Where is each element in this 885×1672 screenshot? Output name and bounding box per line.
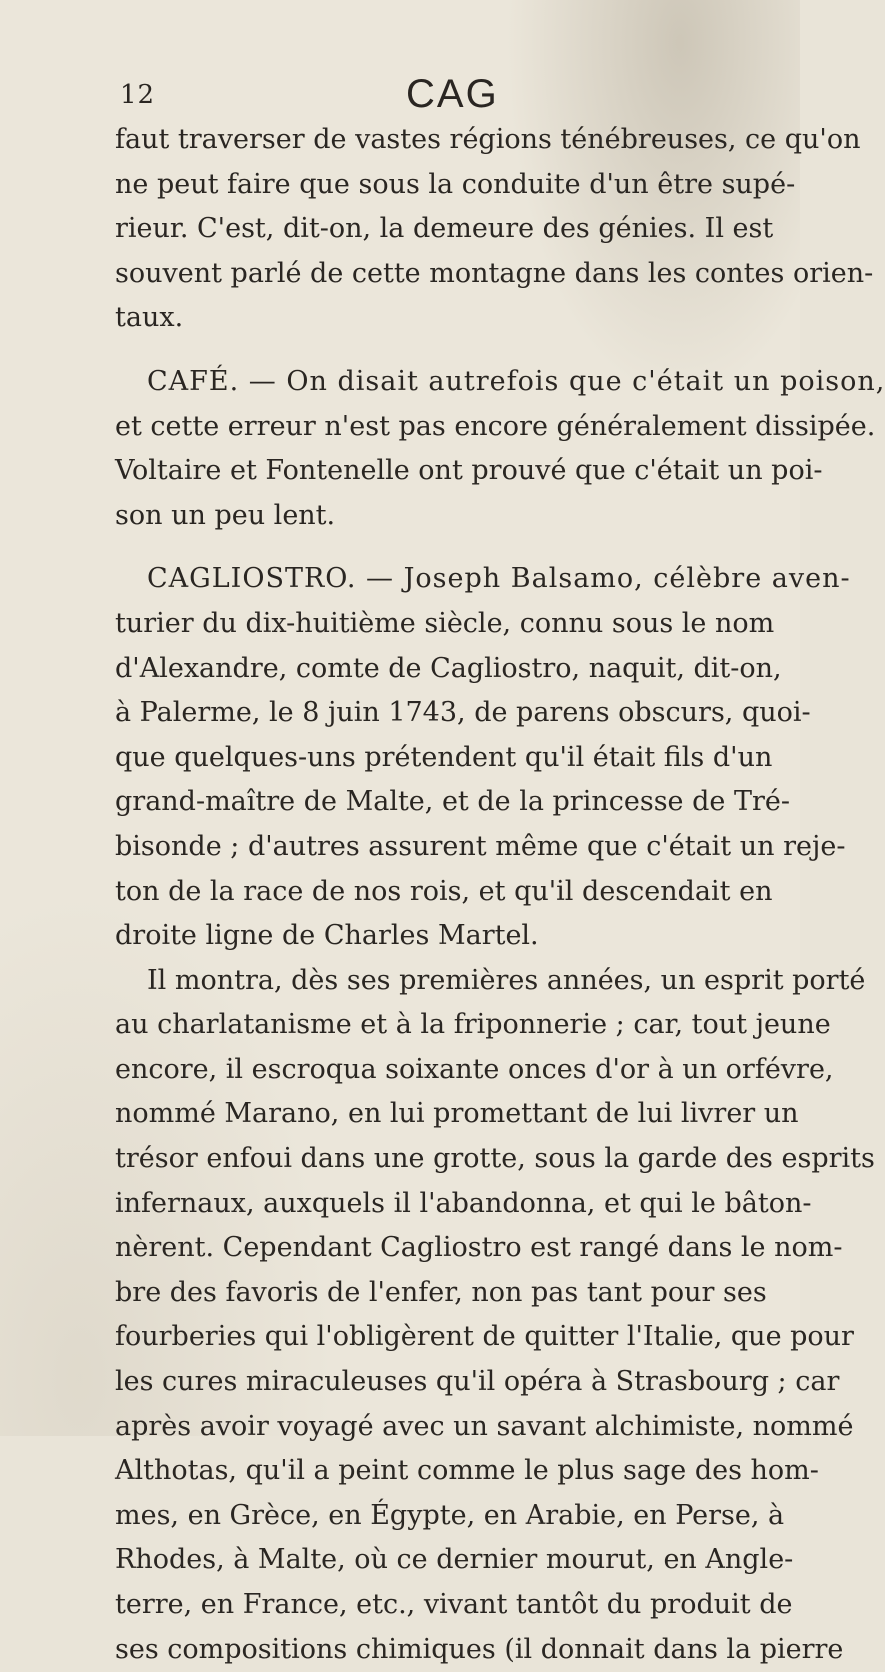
text-line: souvent parlé de cette montagne dans les contes orien- [115, 257, 874, 289]
text-line: terre, en France, etc., vivant tantôt du produit de [115, 1589, 793, 1620]
text-line: bre des favoris de l'enfer, non pas tant pour ses [115, 1276, 767, 1308]
body-text [115, 118, 885, 1672]
text-line: au charlatanisme et à la friponnerie ; car, tout jeune [115, 1009, 831, 1041]
text-line: que quelques-uns prétendent qu'il était fils d'un [115, 741, 773, 773]
text-line: grand-maître de Malte, et de la princesse de Tré- [115, 786, 790, 818]
text-line: nèrent. Cependant Cagliostro est rangé dans le nom- [115, 1232, 843, 1264]
text-line: nommé Marano, en lui promettant de lui livrer un [115, 1098, 799, 1130]
page-number: 12 [120, 80, 156, 110]
entry-gap [115, 538, 775, 557]
text-line: ton de la race de nos rois, et qu'il descendait en [115, 875, 773, 907]
text-line: bisonde ; d'autres assurent même que c'était un reje- [115, 830, 846, 862]
entry-gap [115, 341, 775, 360]
text-line: à Palerme, le 8 juin 1743, de parens obscurs, quoi- [115, 697, 811, 729]
entry-heading-cafe: CAFÉ. — On disait autrefois que c'était un poison, [147, 365, 885, 397]
text-line: taux. [115, 302, 184, 334]
text-line: les cures miraculeuses qu'il opéra à Strasbourg ; car [115, 1366, 840, 1398]
text-line: encore, il escroqua soixante onces d'or à un orfévre, [115, 1053, 834, 1085]
entry-heading-cagliostro: CAGLIOSTRO. — Joseph Balsamo, célèbre aven- [147, 563, 851, 595]
text-line: fourberies qui l'obligèrent de quitter l'Italie, que pour [115, 1321, 854, 1353]
text-line: après avoir voyagé avec un savant alchimiste, nommé [115, 1410, 854, 1442]
text-line: Voltaire et Fontenelle ont prouvé que c'était un poi- [115, 455, 823, 487]
page-header [0, 72, 800, 122]
paragraph-start: Il montra, dès ses premières années, un esprit porté [147, 964, 866, 996]
text-line: faut traverser de vastes régions ténébreuses, ce qu'on [115, 124, 861, 155]
text-line: infernaux, auxquels il l'abandonna, et qui le bâton- [115, 1187, 812, 1219]
text-line: rieur. C'est, dit-on, la demeure des génies. Il est [115, 213, 774, 245]
running-head: CAG [406, 72, 499, 116]
text-line: droite ligne de Charles Martel. [115, 920, 539, 952]
text-line: ne peut faire que sous la conduite d'un être supé- [115, 168, 796, 200]
text-line: Althotas, qu'il a peint comme le plus sage des hom- [115, 1455, 819, 1487]
text-line: trésor enfoui dans une grotte, sous la garde des esprits [115, 1143, 875, 1175]
text-line: mes, en Grèce, en Égypte, en Arabie, en Perse, à [115, 1499, 785, 1531]
text-line: d'Alexandre, comte de Cagliostro, naquit, dit-on, [115, 652, 782, 684]
text-line: turier du dix-huitième siècle, connu sous le nom [115, 607, 775, 639]
text-line: ses compositions chimiques (il donnait dans la pierre [115, 1633, 844, 1665]
text-line: son un peu lent. [115, 499, 336, 531]
text-line: et cette erreur n'est pas encore généralement dissipée. [115, 410, 876, 442]
text-line: Rhodes, à Malte, où ce dernier mourut, en Angle- [115, 1544, 794, 1576]
